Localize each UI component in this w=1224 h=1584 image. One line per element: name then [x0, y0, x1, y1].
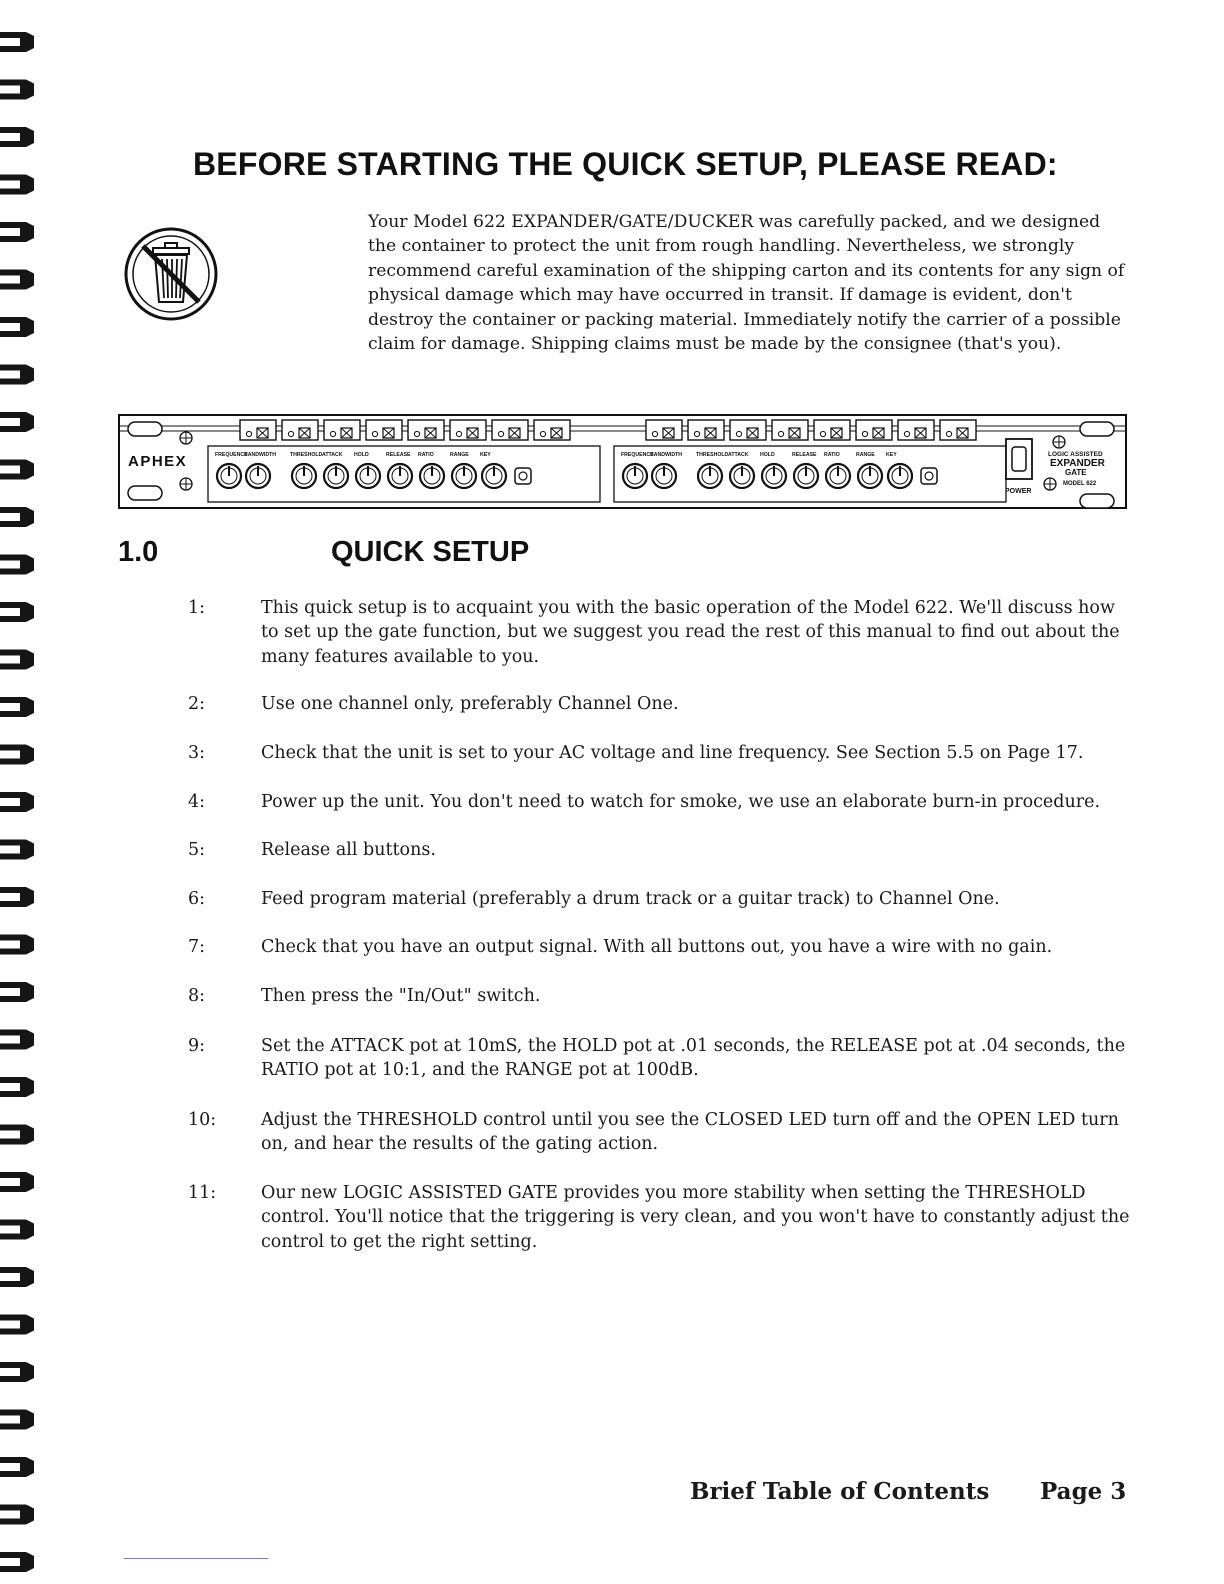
step-text: This quick setup is to acquaint you with the basic operation of the Model 622. We'll discuss how to set up the gate function, but we suggest you read the rest of this manual to find out about the many features available to you. — [261, 598, 1120, 667]
binding-ring — [0, 365, 34, 385]
step-number: 10: — [188, 1110, 217, 1130]
page-heading: BEFORE STARTING THE QUICK SETUP, PLEASE READ: — [193, 146, 1058, 182]
binding-ring — [0, 887, 34, 907]
panel-knob[interactable] — [698, 464, 722, 488]
knob-label: KEY — [886, 452, 897, 458]
binding-ring — [0, 745, 34, 765]
binding-ring — [0, 1410, 34, 1430]
binding-ring — [0, 127, 34, 147]
panel-button[interactable] — [646, 420, 682, 440]
panel-knob[interactable] — [826, 464, 850, 488]
knob-label: ATTACK — [322, 452, 343, 458]
panel-button[interactable] — [730, 420, 766, 440]
panel-knob[interactable] — [324, 464, 348, 488]
panel-knob[interactable] — [356, 464, 380, 488]
knob-label: RELEASE — [386, 452, 411, 458]
binding-ring — [0, 222, 34, 242]
binding-ring — [0, 1030, 34, 1050]
knob-label: RATIO — [824, 452, 840, 458]
panel-button[interactable] — [450, 420, 486, 440]
key-switch[interactable] — [921, 468, 937, 484]
binding-ring — [0, 602, 34, 622]
power-switch[interactable] — [1006, 439, 1032, 479]
binding-ring — [0, 1362, 34, 1382]
binding-ring — [0, 317, 34, 337]
panel-knob[interactable] — [452, 464, 476, 488]
binding-ring — [0, 1172, 34, 1192]
binding-ring — [0, 1457, 34, 1477]
panel-knob[interactable] — [858, 464, 882, 488]
binding-ring — [0, 1267, 34, 1287]
knob-label: THRESHOLD — [290, 452, 323, 458]
intro-paragraph: Your Model 622 EXPANDER/GATE/DUCKER was carefully packed, and we designed the container to protect the unit from rough handling. Nevertheless, we strongly recommend careful examination of the shipping carton and its contents for any sign of physical damage which may have occurred in transit. If damage is evident, don't destroy the container or packing material. Immediately notify the carrier of a possible claim for damage. Shipping claims must be made by the consignee (that's you). — [368, 212, 1125, 355]
product-line-2: EXPANDER — [1050, 458, 1105, 469]
step-text: Power up the unit. You don't need to watch for smoke, we use an elaborate burn-in procedure. — [261, 792, 1101, 812]
step-number: 4: — [188, 792, 206, 812]
knob-label: RANGE — [450, 452, 469, 458]
knob-label: KEY — [480, 452, 491, 458]
footer-title: Brief Table of Contents — [690, 1478, 990, 1505]
step-text: Set the ATTACK pot at 10mS, the HOLD pot at .01 seconds, the RELEASE pot at .04 seconds, the RATIO pot at 10:1, and the RANGE pot at 100dB. — [261, 1036, 1126, 1081]
step-number: 11: — [188, 1183, 217, 1203]
binding-ring — [0, 412, 34, 432]
binding-ring — [0, 1125, 34, 1145]
step-number: 1: — [188, 598, 206, 618]
binding-ring — [0, 697, 34, 717]
knob-label: BANDWIDTH — [244, 452, 276, 458]
step-text: Our new LOGIC ASSISTED GATE provides you more stability when setting the THRESHOLD control. You'll notice that the triggering is very clean, and you won't have to constantly adjust the control to get the right setting. — [261, 1183, 1130, 1252]
binding-ring — [0, 270, 34, 290]
panel-knob[interactable] — [217, 464, 241, 488]
panel-button[interactable] — [856, 420, 892, 440]
binding-ring — [0, 840, 34, 860]
step-number: 3: — [188, 743, 206, 763]
panel-knob[interactable] — [420, 464, 444, 488]
step-number: 9: — [188, 1036, 206, 1056]
section-title: QUICK SETUP — [331, 536, 530, 568]
knob-label: RANGE — [856, 452, 875, 458]
panel-knob[interactable] — [762, 464, 786, 488]
panel-knob[interactable] — [623, 464, 647, 488]
panel-brand: APHEX — [128, 453, 188, 470]
panel-button[interactable] — [534, 420, 570, 440]
panel-button[interactable] — [492, 420, 528, 440]
panel-knob[interactable] — [794, 464, 818, 488]
binding-ring — [0, 507, 34, 527]
knob-label: HOLD — [354, 452, 369, 458]
step-text: Feed program material (preferably a drum track or a guitar track) to Channel One. — [261, 889, 1000, 909]
step-text: Then press the "In/Out" switch. — [261, 986, 541, 1006]
binding-ring — [0, 935, 34, 955]
step-text: Adjust the THRESHOLD control until you see the CLOSED LED turn off and the OPEN LED turn on, and hear the results of the gating action. — [261, 1110, 1119, 1155]
panel-button[interactable] — [772, 420, 808, 440]
no-trash-icon — [123, 226, 219, 326]
binding-ring — [0, 650, 34, 670]
step-number: 7: — [188, 937, 206, 957]
footer-page-number: Page 3 — [1040, 1478, 1127, 1505]
knob-label: FREQUENCY — [621, 452, 654, 458]
panel-button[interactable] — [282, 420, 318, 440]
step-number: 8: — [188, 986, 206, 1006]
step-number: 6: — [188, 889, 206, 909]
panel-screw-icon — [1053, 436, 1065, 448]
binding-ring — [0, 80, 34, 100]
panel-button[interactable] — [408, 420, 444, 440]
binding-ring — [0, 1220, 34, 1240]
product-line-1: LOGIC ASSISTED — [1048, 451, 1103, 458]
panel-button[interactable] — [898, 420, 934, 440]
binding-ring — [0, 792, 34, 812]
panel-knob[interactable] — [292, 464, 316, 488]
binding-ring — [0, 1077, 34, 1097]
binding-ring — [0, 1315, 34, 1335]
step-text: Use one channel only, preferably Channel One. — [261, 694, 679, 714]
panel-screw-icon — [180, 432, 192, 444]
product-line-4: MODEL 622 — [1063, 481, 1097, 487]
panel-knob[interactable] — [482, 464, 506, 488]
step-number: 5: — [188, 840, 206, 860]
binding-ring — [0, 460, 34, 480]
panel-button[interactable] — [366, 420, 402, 440]
knob-label: RELEASE — [792, 452, 817, 458]
panel-button[interactable] — [814, 420, 850, 440]
knob-label: ATTACK — [728, 452, 749, 458]
step-text: Release all buttons. — [261, 840, 436, 860]
panel-screw-icon — [180, 478, 192, 490]
binding-ring — [0, 32, 34, 52]
panel-knob[interactable] — [246, 464, 270, 488]
binding-ring — [0, 982, 34, 1002]
binding-ring — [0, 175, 34, 195]
product-line-3: GATE — [1065, 468, 1087, 477]
panel-screw-icon — [1044, 478, 1056, 490]
panel-button[interactable] — [240, 420, 276, 440]
section-number: 1.0 — [118, 536, 159, 568]
panel-button[interactable] — [688, 420, 724, 440]
panel-knob[interactable] — [388, 464, 412, 488]
binding-ring — [0, 555, 34, 575]
binding-ring — [0, 1505, 34, 1525]
knob-label: THRESHOLD — [696, 452, 729, 458]
knob-label: FREQUENCY — [215, 452, 248, 458]
scan-mark — [124, 1558, 268, 1559]
panel-button[interactable] — [324, 420, 360, 440]
panel-button[interactable] — [940, 420, 976, 440]
knob-label: HOLD — [760, 452, 775, 458]
panel-knob[interactable] — [888, 464, 912, 488]
power-label: POWER — [1005, 488, 1032, 495]
knob-label: RATIO — [418, 452, 434, 458]
step-text: Check that you have an output signal. With all buttons out, you have a wire with no gain. — [261, 937, 1053, 957]
panel-knob[interactable] — [652, 464, 676, 488]
key-switch[interactable] — [515, 468, 531, 484]
step-number: 2: — [188, 694, 206, 714]
device-front-panel — [118, 414, 1128, 514]
step-text: Check that the unit is set to your AC voltage and line frequency. See Section 5.5 on Page 17. — [261, 743, 1084, 763]
knob-label: BANDWIDTH — [650, 452, 682, 458]
binding-ring — [0, 1552, 34, 1572]
panel-knob[interactable] — [730, 464, 754, 488]
spiral-binding-icon — [0, 0, 40, 1584]
